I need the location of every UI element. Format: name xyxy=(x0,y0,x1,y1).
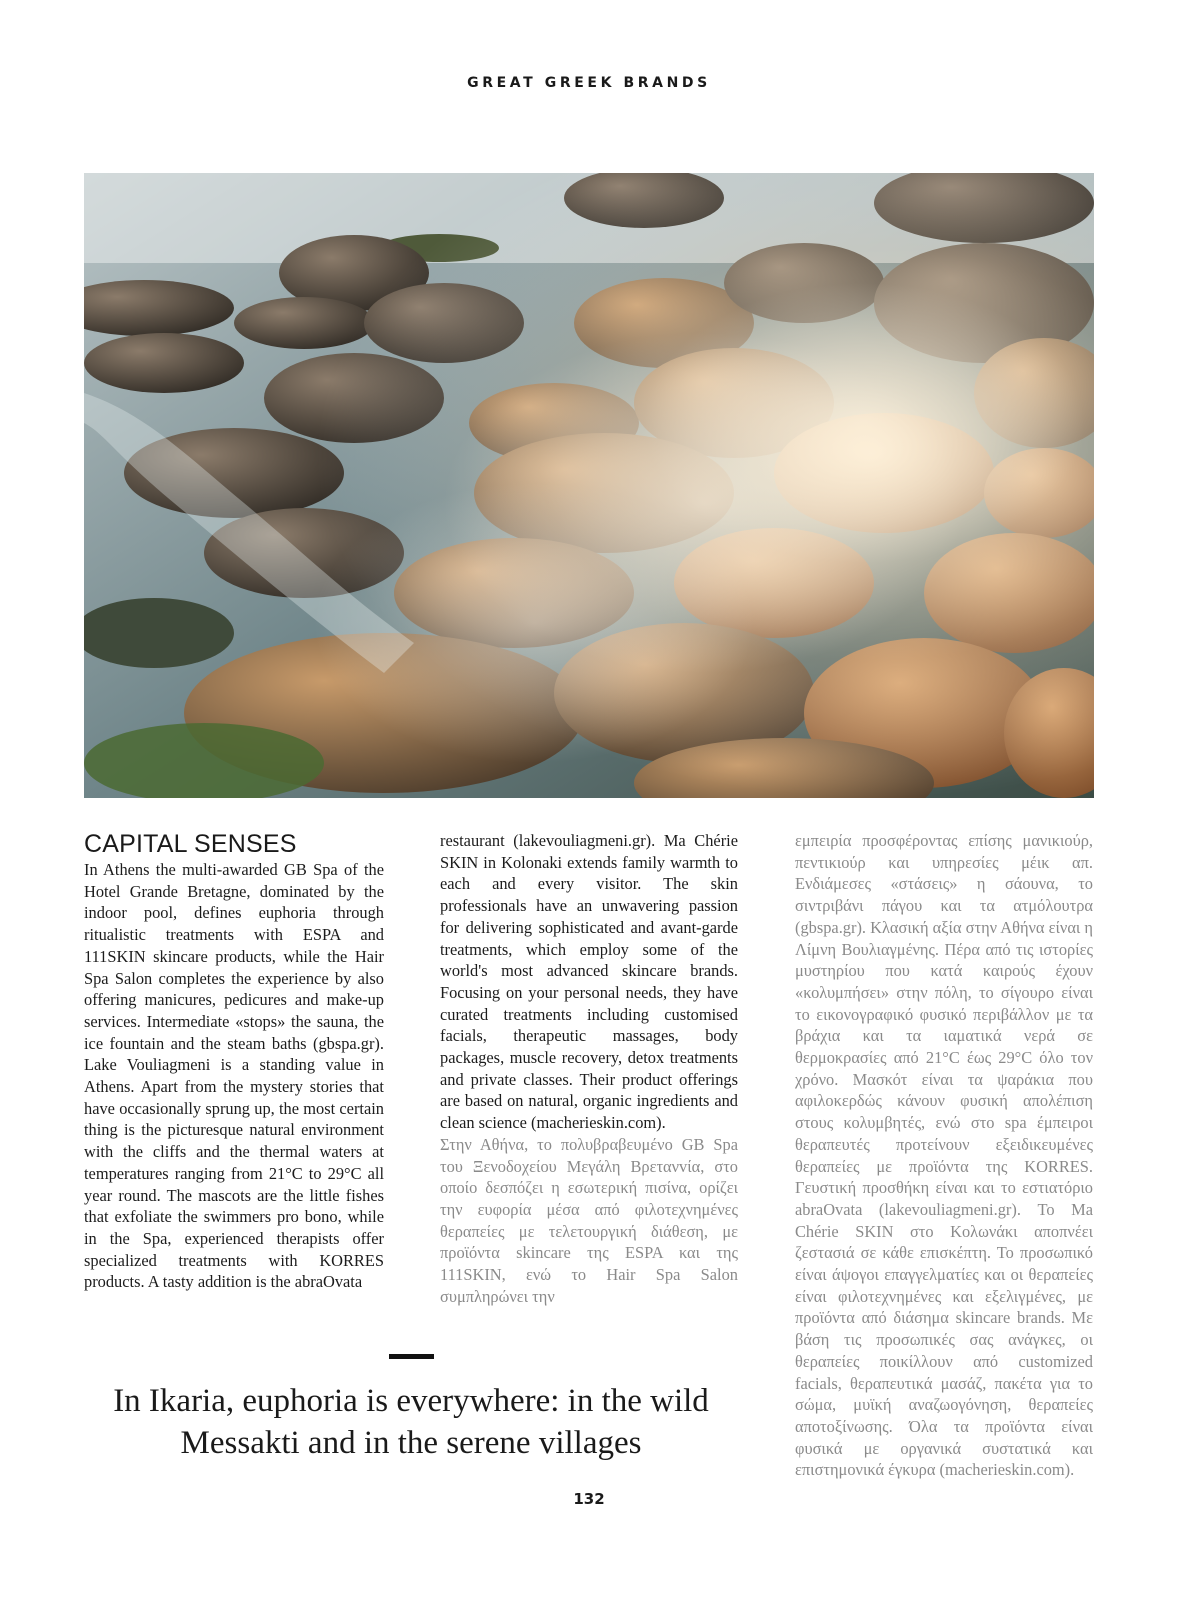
article-column-2 xyxy=(440,830,738,1307)
section-header: GREAT GREEK BRANDS xyxy=(467,75,711,91)
steaming-rocks-image xyxy=(84,173,1094,798)
hero-photo xyxy=(84,173,1094,798)
page-number: 132 xyxy=(573,1490,605,1508)
greek-body-part-1: Στην Αθήνα, το πολυβραβευμένο GB Spa του Ξενοδοχείου Μεγάλη Βρετανvία, στο οποίο δεσπόζει η εσωτερική πισίνα, ορίζει την ευφορία μέσα από φιλοτεχνημένες θεραπείες με τελετουργική διάθεση, με προϊόντα skincare της ESPA και της 111SKIN, ενώ το Hair Spa Salon συμπληρώνει την xyxy=(440,1134,738,1306)
pull-quote-rule xyxy=(389,1354,434,1359)
article-heading: CAPITAL SENSES xyxy=(84,830,297,858)
english-body-part-1: In Athens the multi-awarded GB Spa of the Hotel Grande Bretagne, dominated by the indoor pool, defines euphoria through ritualistic treatments with ESPA and 111SKIN skincare products, while the Hair Spa Salon completes the experience by also offering manicures, pedicures and make-up services. Intermediate «stops» the sauna, the ice fountain and the steam baths (gbspa.gr). Lake Vouliagmeni is a standing value in Athens. Apart from the mystery stories that have occasionally sprung up, the most certain thing is the picturesque natural environment with the cliffs and the thermal waters at temperatures ranging from 21°C to 29°C all year round. The mascots are the little fishes that exfoliate the swimmers pro bono, while in the Spa, experienced therapists offer specialized treatments with KORRES products. A tasty addition is the abraOvata xyxy=(84,860,384,1292)
english-body-part-2: restaurant (lakevouliagmeni.gr). Ma Chérie SKIN in Kolonaki extends family warmth to each and every visitor. The skin professionals have an unwavering passion for delivering sophisticated and avant-garde treatments, which employ some of the world's most advanced skincare brands. Focusing on your personal needs, they have curated treatments including customised facials, therapeutic massages, body packages, muscle recovery, detox treatments and private classes. Their product offerings are based on natural, organic ingredients and clean science (macherieskin.com). xyxy=(440,831,738,1133)
pull-quote: In Ikaria, euphoria is everywhere: in the wild Messakti and in the serene villages xyxy=(113,1383,709,1461)
article-column-1 xyxy=(84,830,384,1293)
greek-body-part-2: εμπειρία προσφέροντας επίσης μανικιούρ, πεντικιούρ και υπηρεσίες μέικ απ. Ενδιάμεσες «στάσεις» η σάουνα, το σιντριβάνι πάγου και τα ατμόλουτρα (gbspa.gr). Κλασική αξία στην Αθήνα είναι η Λίμνη Βουλιαγμένης. Πέρα από τις ιστορίες μυστηρίου που κατά καιρούς έχουν «κολυμπήσει» στην πόλη, το σίγουρο είναι το εικονογραφικό φυσικό περιβάλλον με τα βράχια και τα ιαματικά νερά σε θερμοκρασίες από 21°C έως 29°C όλο τον χρόνο. Μασκότ είναι τα ψαράκια που αφιλοκερδώς κάνουν φυσική απολέπιση στους κολυμβητές, ενώ στο spa έμπειροι θεραπευτές προτείνουν εξειδικευμένες θεραπείες με προϊόντα της KORRES. Γευστική προσθήκη είναι και το εστιατόριο abraOvata (lakevouliagmeni.gr). Το Ma Chérie SKIN στο Κολωνάκι αποπνέει ζεστασιά σε κάθε επισκέπτη. Το προσωπικό είναι άψογοι επαγγελματίες και οι θεραπείες είναι φιλοτεχνημένες και εξελιγμένες, με προϊόντα από διάσημα skincare brands. Με βάση τις προσωπικές σας ανάγκες, οι θεραπείες ποικίλλουν από customized facials, θεραπευτικά μασάζ, πακέτα για το σώμα, μυϊκή αναζωογόνηση, θεραπείες αποτοξίνωσης. Όλα τα προϊόντα είναι φυσικά με οργανικά συστατικά και επιστημονικά έγκυρα (macherieskin.com). xyxy=(795,831,1093,1480)
article-column-3 xyxy=(795,830,1093,1481)
